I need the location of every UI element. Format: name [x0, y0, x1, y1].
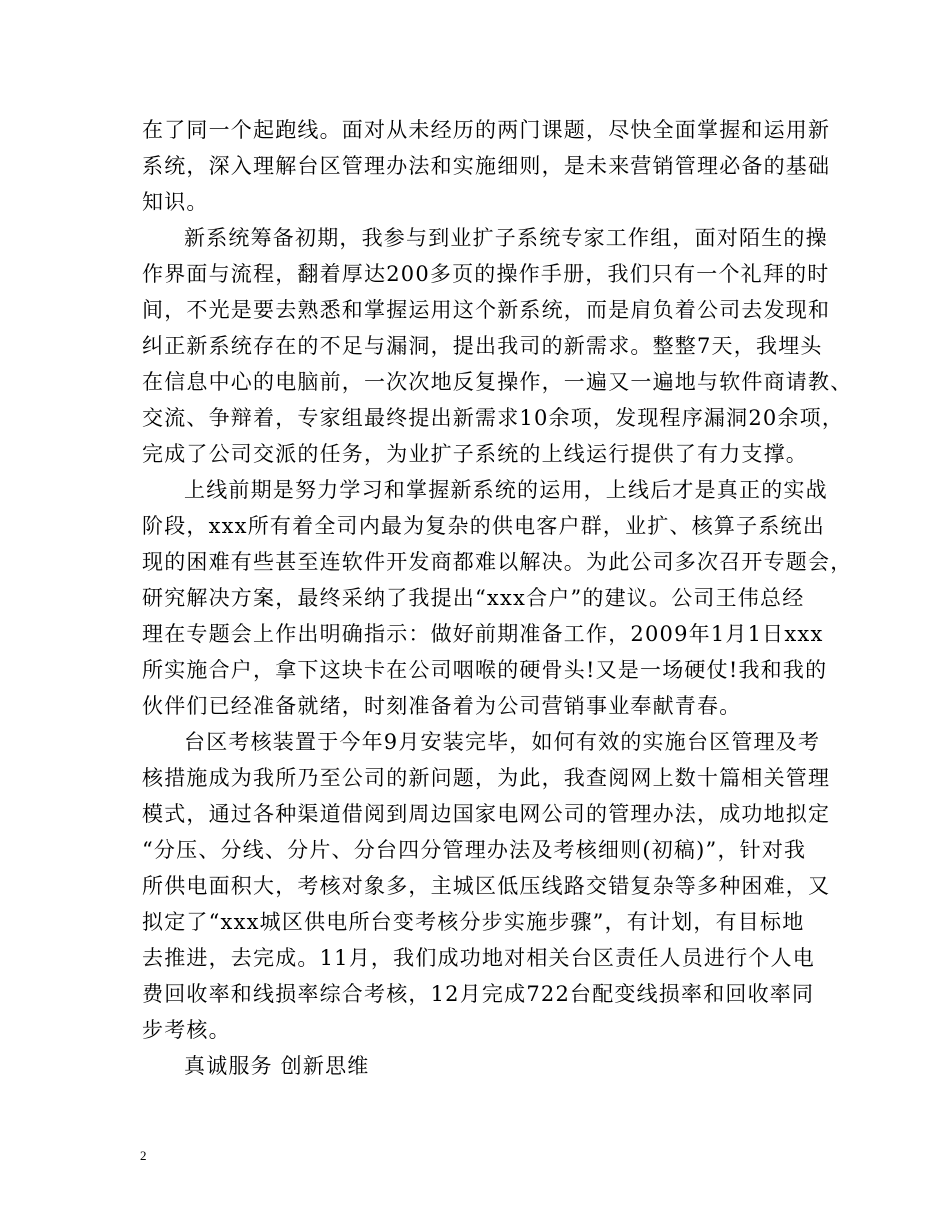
- text-line: 伙伴们已经准备就绪，时刻准备着为公司营销事业奉献青春。: [142, 694, 742, 718]
- page-number: 2: [140, 1148, 147, 1163]
- text-line: 核措施成为我所乃至公司的新问题，为此，我查阅网上数十篇相关管理: [142, 766, 831, 790]
- text-line: 上线前期是努力学习和掌握新系统的运用，上线后才是真正的实战: [184, 478, 828, 502]
- text-line: 理在专题会上作出明确指示：做好前期准备工作，2009年1月1日xxx: [142, 622, 824, 646]
- text-line: 研究解决方案，最终采纳了我提出“xxx合户”的建议。公司王伟总经: [142, 586, 805, 610]
- text-line: 费回收率和线损率综合考核，12月完成722台配变线损率和回收率同: [142, 982, 815, 1006]
- text-line: 新系统筹备初期，我参与到业扩子系统专家工作组，面对陌生的操: [184, 226, 828, 250]
- text-line: 作界面与流程，翻着厚达200多页的操作手册，我们只有一个礼拜的时: [142, 262, 830, 286]
- text-line: 阶段，xxx所有着全司内最为复杂的供电客户群，业扩、核算子系统出: [142, 514, 825, 538]
- text-line: 完成了公司交派的任务，为业扩子系统的上线运行提供了有力支撑。: [142, 442, 808, 466]
- text-line: 台区考核装置于今年9月安装完毕，如何有效的实施台区管理及考: [184, 730, 821, 754]
- text-line: “分压、分线、分片、分台四分管理办法及考核细则(初稿)”，针对我: [142, 838, 807, 862]
- section-heading: 真诚服务 创新思维: [184, 1054, 370, 1078]
- text-line: 在了同一个起跑线。面对从未经历的两门课题，尽快全面掌握和运用新: [142, 118, 831, 142]
- text-line: 系统，深入理解台区管理办法和实施细则，是未来营销管理必备的基础: [142, 154, 831, 178]
- text-line: 现的困难有些甚至连软件开发商都难以解决。为此公司多次召开专题会，: [142, 550, 853, 574]
- text-line: 拟定了“xxx城区供电所台变考核分步实施步骤”，有计划，有目标地: [142, 910, 805, 934]
- text-line: 步考核。: [142, 1018, 231, 1042]
- text-line: 模式，通过各种渠道借阅到周边国家电网公司的管理办法，成功地拟定: [142, 802, 831, 826]
- text-line: 所供电面积大，考核对象多，主城区低压线路交错复杂等多种困难，又: [142, 874, 831, 898]
- text-line: 交流、争辩着，专家组最终提出新需求10余项，发现程序漏洞20余项，: [142, 406, 845, 430]
- text-line: 间，不光是要去熟悉和掌握运用这个新系统，而是肩负着公司去发现和: [142, 298, 831, 322]
- text-line: 在信息中心的电脑前，一次次地反复操作，一遍又一遍地与软件商请教、: [142, 370, 853, 394]
- text-line: 纠正新系统存在的不足与漏洞，提出我司的新需求。整整7天，我埋头: [142, 334, 823, 358]
- text-line: 所实施合户，拿下这块卡在公司咽喉的硬骨头!又是一场硬仗!我和我的: [142, 658, 828, 682]
- text-line: 知识。: [142, 190, 209, 214]
- text-line: 去推进，去完成。11月，我们成功地对相关台区责任人员进行个人电: [142, 946, 815, 970]
